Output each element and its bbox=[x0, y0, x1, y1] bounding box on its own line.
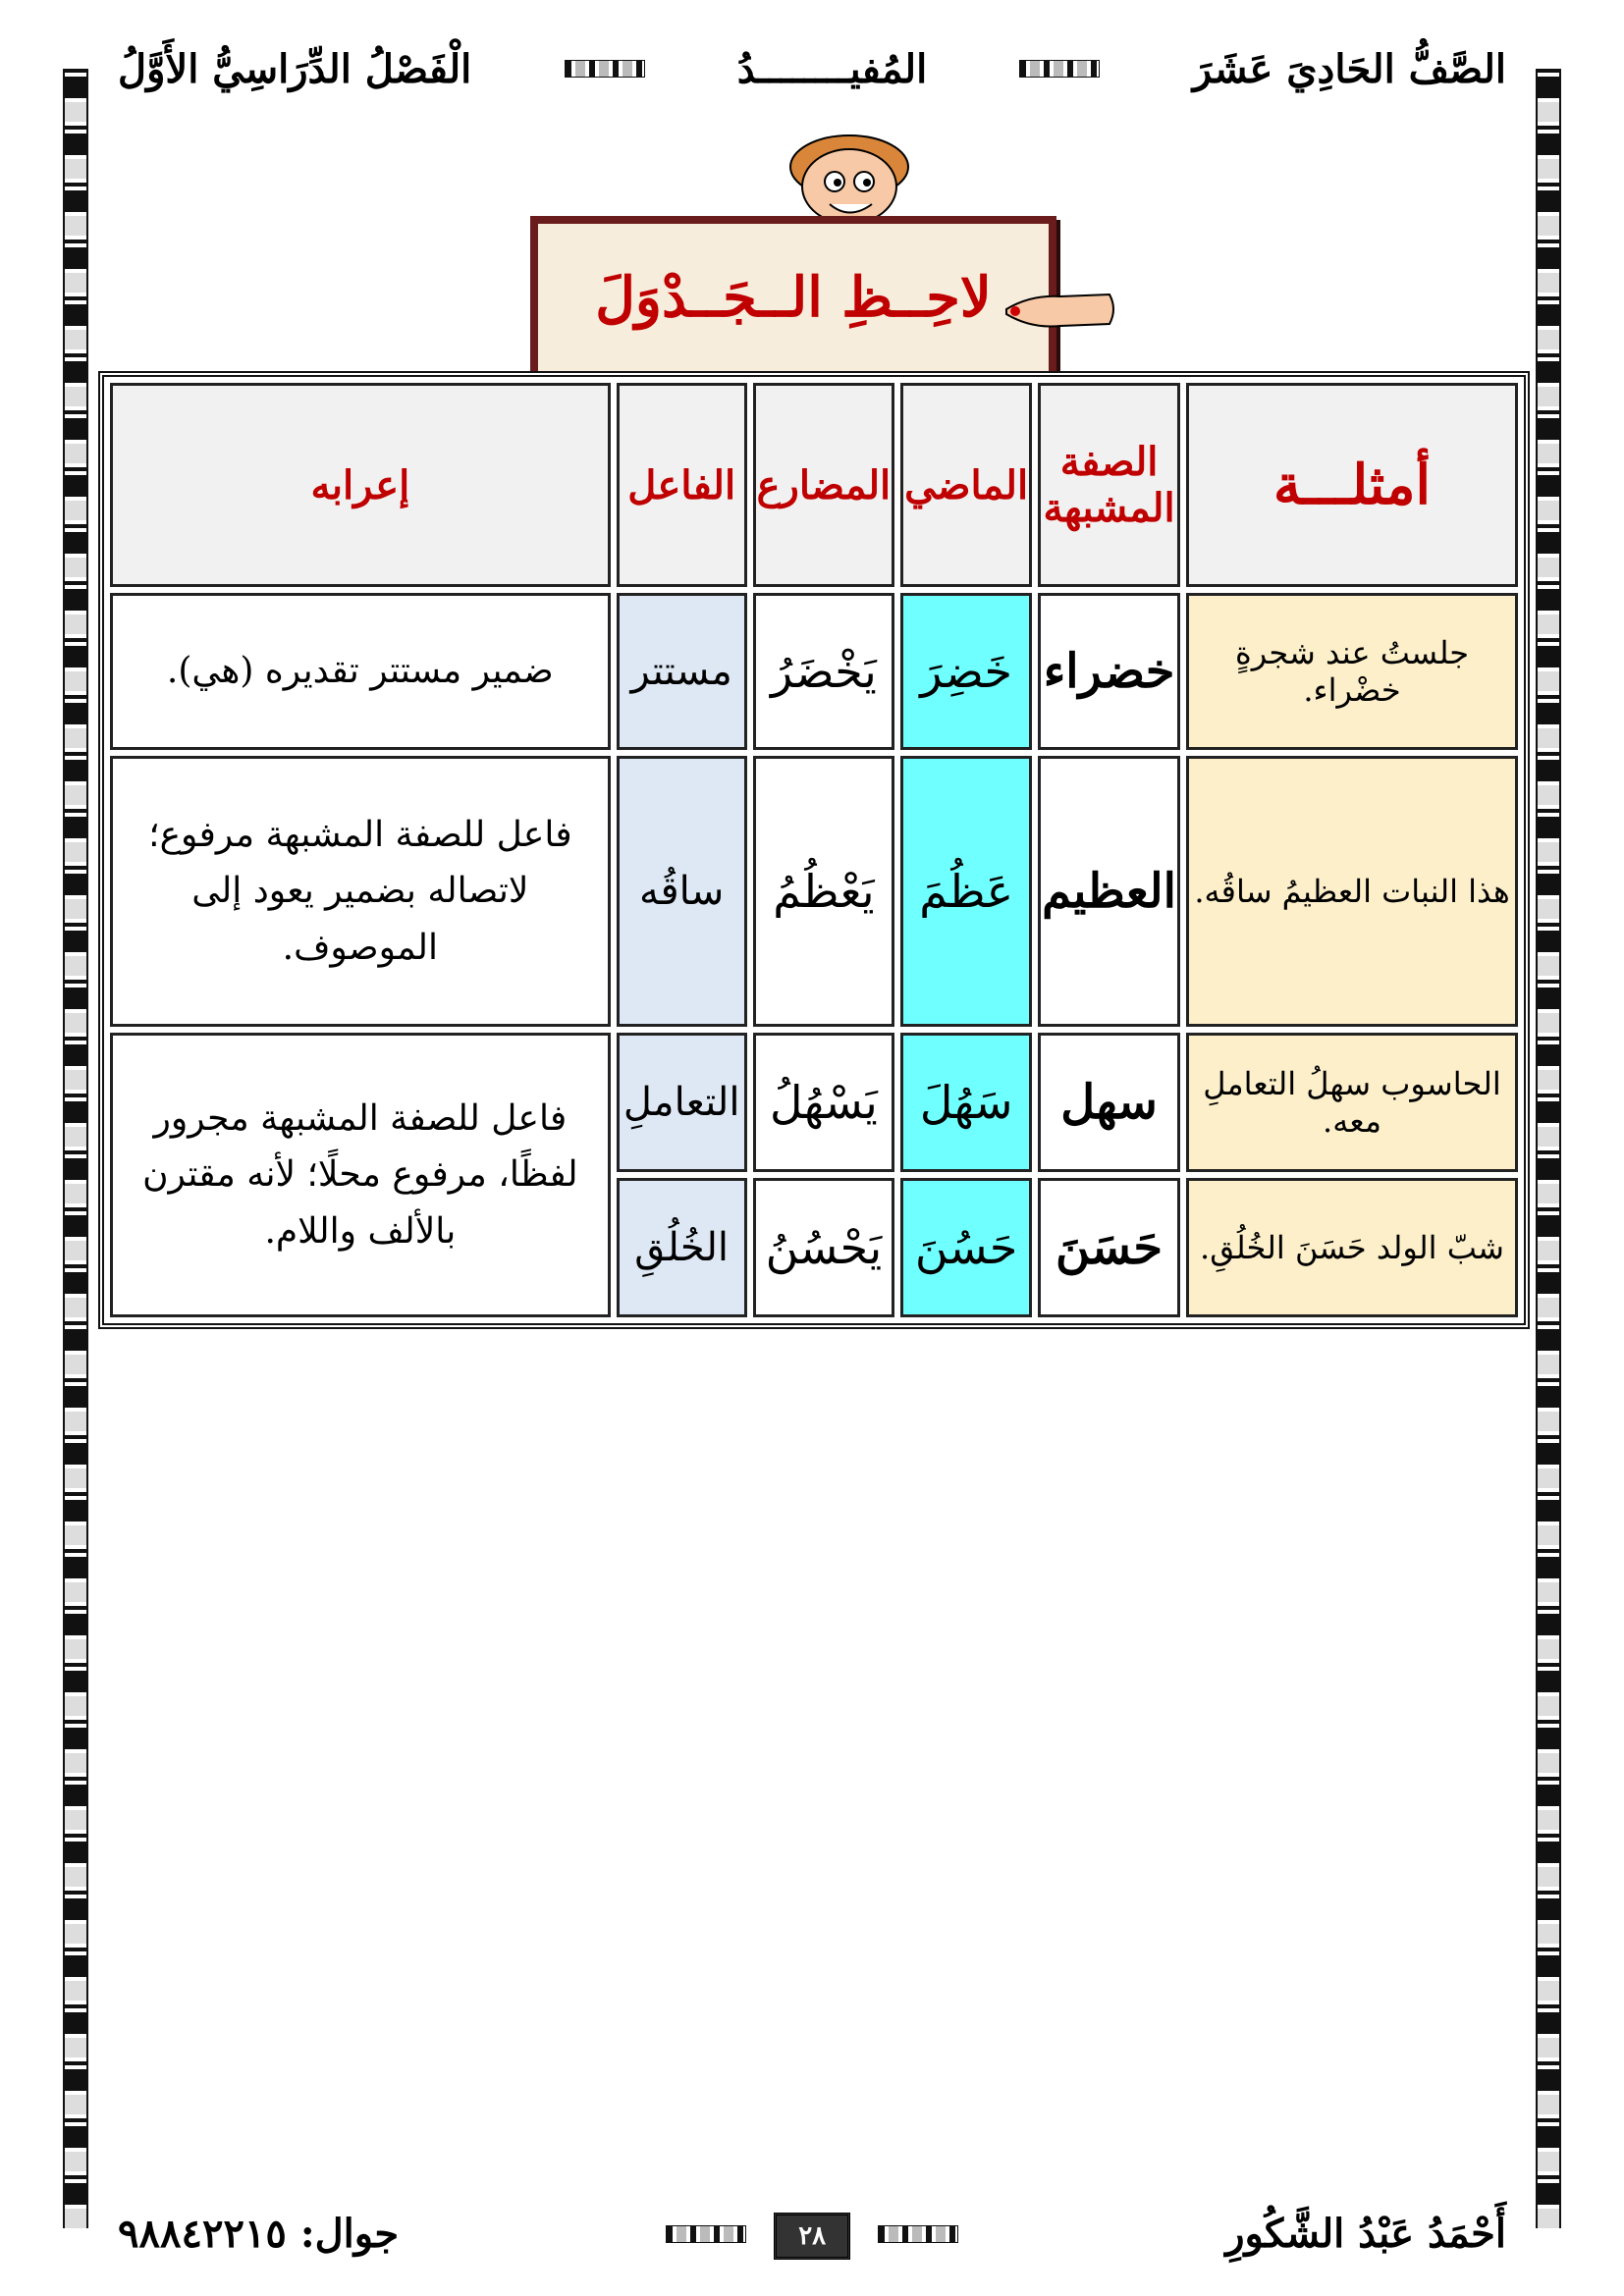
title-board bbox=[530, 216, 1056, 379]
grammar-table bbox=[98, 371, 1530, 1329]
sifa-cell: العظيم bbox=[1038, 756, 1180, 1027]
mudari-cell: يَعْظُمُ bbox=[753, 756, 894, 1027]
madi-cell: خَضِرَ bbox=[900, 593, 1032, 750]
i3rab-cell: ضمير مستتر تقديره (هي). bbox=[110, 593, 611, 750]
table-row bbox=[110, 756, 1518, 1027]
phone-number: جوال: ٩٨٨٤٢٢١٥ bbox=[118, 2210, 400, 2257]
book-title: المُفيــــــــدُ bbox=[736, 45, 928, 92]
semester-label: الْفَصْلُ الدِّرَاسِيُّ الأَوَّلُ bbox=[118, 45, 472, 92]
sifa-cell: خضراء bbox=[1038, 593, 1180, 750]
header-ornament-2 bbox=[565, 60, 645, 78]
madi-cell: حَسُنَ bbox=[900, 1178, 1032, 1317]
header-examples: أمثلـــة bbox=[1186, 383, 1518, 587]
footer-ornament-1 bbox=[878, 2225, 958, 2243]
mudari-cell: يَحْسُنُ bbox=[753, 1178, 894, 1317]
madi-cell: عَظُمَ bbox=[900, 756, 1032, 1027]
grade-label: الصَّفُّ الحَادِيَ عَشَرَ bbox=[1192, 45, 1506, 92]
right-decorative-border bbox=[1536, 69, 1561, 2228]
example-cell: الحاسوب سهلُ التعاملِ معه. bbox=[1186, 1033, 1518, 1172]
example-cell: شبّ الولد حَسَنَ الخُلُقِ. bbox=[1186, 1178, 1518, 1317]
i3rab-cell: فاعل للصفة المشبهة مرفوع؛ لاتصاله بضمير يعود إلى الموصوف. bbox=[110, 756, 611, 1027]
mudari-cell: يَخْضَرُ bbox=[753, 593, 894, 750]
header-madi: الماضي bbox=[900, 383, 1032, 587]
page-number-group bbox=[666, 2208, 958, 2260]
footer-ornament-2 bbox=[666, 2225, 746, 2243]
madi-cell: سَهُلَ bbox=[900, 1033, 1032, 1172]
pointing-hand-icon bbox=[1001, 275, 1119, 344]
i3rab-cell: فاعل للصفة المشبهة مجرور لفظًا، مرفوع محلًا؛ لأنه مقترن بالألف واللام. bbox=[110, 1033, 611, 1317]
left-decorative-border bbox=[63, 69, 88, 2228]
table-row bbox=[110, 593, 1518, 750]
fa3il-cell: مستتر bbox=[617, 593, 747, 750]
page-number: ٢٨ bbox=[774, 2213, 850, 2260]
author-name: أَحْمَدُ عَبْدُ الشَّكُورِ bbox=[1225, 2210, 1506, 2257]
header-ornament-1 bbox=[1019, 60, 1100, 78]
table-row bbox=[110, 1033, 1518, 1172]
table-header-row bbox=[110, 383, 1518, 587]
page-title: لاحِــظِ الــجَــدْوَلَ bbox=[595, 265, 992, 330]
header-sifa: الصفة المشبهة bbox=[1038, 383, 1180, 587]
fa3il-cell: التعاملِ bbox=[617, 1033, 747, 1172]
fa3il-cell: الخُلُقِ bbox=[617, 1178, 747, 1317]
mudari-cell: يَسْهُلُ bbox=[753, 1033, 894, 1172]
header-fa3il: الفاعل bbox=[617, 383, 747, 587]
sifa-cell: سهل bbox=[1038, 1033, 1180, 1172]
page-footer bbox=[118, 2194, 1506, 2272]
header-i3rab: إعرابه bbox=[110, 383, 611, 587]
example-cell: جلستُ عند شجرةٍ خضْراء. bbox=[1186, 593, 1518, 750]
example-cell: هذا النبات العظيمُ ساقُه. bbox=[1186, 756, 1518, 1027]
page-header bbox=[118, 29, 1506, 108]
title-board-group bbox=[520, 128, 1110, 363]
header-mudari: المضارع bbox=[753, 383, 894, 587]
fa3il-cell: ساقُه bbox=[617, 756, 747, 1027]
sifa-cell: حَسَنَ bbox=[1038, 1178, 1180, 1317]
